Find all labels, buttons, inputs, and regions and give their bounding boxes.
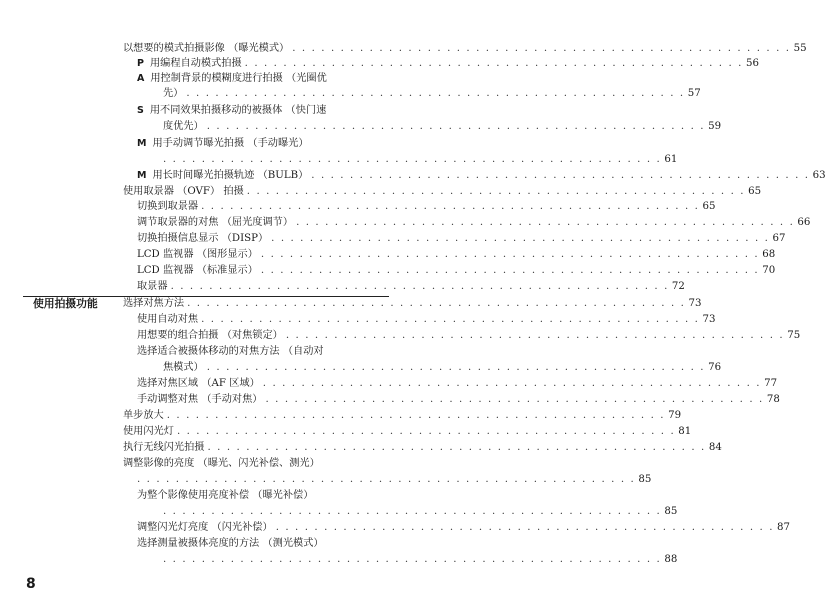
toc-leader-dots: . . . . . . . . . . . . . . . . . . . . . . . . . . . . . . . . . . . . . . . . . . . . . . . . . . . . bbox=[292, 43, 791, 54]
toc-leader-dots: . . . . . . . . . . . . . . . . . . . . . . . . . . . . . . . . . . . . . . . . . . . . . . . . . . . . bbox=[201, 314, 700, 325]
toc-entry[interactable] bbox=[137, 232, 786, 246]
toc-entry-title-cont: 先） bbox=[163, 88, 184, 99]
toc-leader-dots: . . . . . . . . . . . . . . . . . . . . . . . . . . . . . . . . . . . . . . . . . . . . . . . . . . . . bbox=[163, 154, 662, 165]
toc-leader-dots: . . . . . . . . . . . . . . . . . . . . . . . . . . . . . . . . . . . . . . . . . . . . . . . . . . . . bbox=[311, 170, 810, 181]
toc-entry[interactable] bbox=[137, 280, 685, 294]
toc-entry-title: 使用闪光灯 bbox=[123, 426, 174, 437]
toc-leader-dots: . . . . . . . . . . . . . . . . . . . . . . . . . . . . . . . . . . . . . . . . . . . . . . . . . . . . bbox=[163, 554, 662, 565]
toc-entry-title: 为整个影像使用亮度补偿 （曝光补偿） bbox=[137, 490, 314, 501]
toc-entry-page: 66 bbox=[797, 217, 811, 228]
toc-entry-title: 取景器 bbox=[137, 281, 168, 292]
toc-entry-page: 56 bbox=[746, 58, 759, 69]
toc-entry[interactable] bbox=[137, 329, 801, 343]
toc-entry-page: 63 bbox=[812, 170, 826, 181]
toc-leader-dots: . . . . . . . . . . . . . . . . . . . . . . . . . . . . . . . . . . . . . . . . . . . . . . . . . . . . bbox=[265, 394, 764, 405]
toc-leader-dots: . . . . . . . . . . . . . . . . . . . . . . . . . . . . . . . . . . . . . . . . . . . . . . . . . . . . bbox=[260, 249, 760, 260]
toc-entry-title: 切换到取景器 bbox=[137, 201, 199, 212]
toc-entry-page: 84 bbox=[708, 442, 722, 453]
toc-leader-dots: . . . . . . . . . . . . . . . . . . . . . . . . . . . . . . . . . . . . . . . . . . . . . . . . . . . . bbox=[246, 186, 746, 197]
toc-entry[interactable] bbox=[123, 425, 692, 439]
toc-entry-page: 72 bbox=[671, 281, 685, 292]
toc-entry-page: 70 bbox=[762, 265, 776, 276]
toc-entry[interactable] bbox=[137, 521, 791, 535]
toc-entry-page: 57 bbox=[687, 88, 701, 99]
toc-entry-title: S 用不同效果拍摄移动的被摄体 （快门速 bbox=[137, 105, 327, 116]
toc-entry-page: 61 bbox=[664, 154, 678, 165]
toc-leader-dots: . . . . . . . . . . . . . . . . . . . . . . . . . . . . . . . . . . . . . . . . . . . . . . . . . . . . bbox=[137, 474, 636, 485]
toc-leader-dots: . . . . . . . . . . . . . . . . . . . . . . . . . . . . . . . . . . . . . . . . . . . . . . . . . . . . bbox=[207, 442, 706, 453]
toc-entry-page: 65 bbox=[748, 186, 762, 197]
toc-entry-page: 75 bbox=[787, 330, 801, 341]
toc-leader-dots: . . . . . . . . . . . . . . . . . . . . . . . . . . . . . . . . . . . . . . . . . . . . . . . . . . . . bbox=[285, 330, 785, 341]
toc-leader-dots: . . . . . . . . . . . . . . . . . . . . . . . . . . . . . . . . . . . . . . . . . . . . . . . . . . . . bbox=[296, 217, 795, 228]
toc-entry-page: 68 bbox=[762, 249, 776, 260]
toc-entry[interactable] bbox=[123, 185, 762, 199]
toc-entry-title: 选择适合被摄体移动的对焦方法 （自动对 bbox=[137, 346, 324, 357]
toc-entry-title: 使用取景器 （OVF） 拍摄 bbox=[123, 186, 244, 197]
toc-entry-page: 67 bbox=[772, 233, 786, 244]
toc-entry-page: 73 bbox=[702, 314, 716, 325]
toc-entry[interactable] bbox=[137, 377, 778, 391]
toc-leader-dots: . . . . . . . . . . . . . . . . . . . . . . . . . . . . . . . . . . . . . . . . . . . . . . . . . . . . bbox=[186, 88, 685, 99]
toc-leader-dots: . . . . . . . . . . . . . . . . . . . . . . . . . . . . . . . . . . . . . . . . . . . . . . . . . . . . bbox=[271, 233, 770, 244]
mode-m-icon: M bbox=[137, 138, 147, 149]
toc-entry[interactable] bbox=[137, 264, 776, 278]
toc-entry-title: 用长时间曝光拍摄轨迹 （BULB） bbox=[152, 170, 309, 181]
mode-bulb-icon: M bbox=[137, 170, 147, 181]
toc-entry-title: 调整闪光灯亮度 （闪光补偿） bbox=[137, 522, 273, 533]
toc-leader-dots: . . . . . . . . . . . . . . . . . . . . . . . . . . . . . . . . . . . . . . . . . . . . . . . . . . . . bbox=[275, 522, 775, 533]
toc-entry-title: 选择对焦方法 bbox=[123, 298, 185, 309]
toc-entry[interactable] bbox=[137, 216, 811, 230]
toc-leader-dots: . . . . . . . . . . . . . . . . . . . . . . . . . . . . . . . . . . . . . . . . . . . . . . . . . . . . bbox=[176, 426, 676, 437]
toc-leader-dots: . . . . . . . . . . . . . . . . . . . . . . . . . . . . . . . . . . . . . . . . . . . . . . . . . . . . bbox=[206, 121, 706, 132]
toc-entry-title: 使用自动对焦 bbox=[137, 314, 199, 325]
toc-leader-dots: . . . . . . . . . . . . . . . . . . . . . . . . . . . . . . . . . . . . . . . . . . . . . . . . . . . . bbox=[244, 58, 744, 69]
toc-entry[interactable] bbox=[137, 248, 776, 262]
toc-entry[interactable] bbox=[163, 553, 678, 567]
mode-p-icon: P bbox=[137, 58, 144, 69]
toc-entry-title: LCD 监视器 （图形显示） bbox=[137, 249, 258, 260]
toc-entry[interactable] bbox=[137, 473, 652, 487]
toc-entry-title: 调节取景器的对焦 （屈光度调节） bbox=[137, 217, 294, 228]
toc-entry[interactable] bbox=[123, 297, 702, 311]
toc-leader-dots: . . . . . . . . . . . . . . . . . . . . . . . . . . . . . . . . . . . . . . . . . . . . . . . . . . . . bbox=[187, 298, 686, 309]
toc-entry[interactable] bbox=[123, 441, 722, 455]
toc-leader-dots: . . . . . . . . . . . . . . . . . . . . . . . . . . . . . . . . . . . . . . . . . . . . . . . . . . . . bbox=[166, 410, 666, 421]
toc-entry-page: 78 bbox=[766, 394, 780, 405]
toc-leader-dots: . . . . . . . . . . . . . . . . . . . . . . . . . . . . . . . . . . . . . . . . . . . . . . . . . . . . bbox=[260, 265, 760, 276]
toc-leader-dots: . . . . . . . . . . . . . . . . . . . . . . . . . . . . . . . . . . . . . . . . . . . . . . . . . . . . bbox=[170, 281, 669, 292]
toc-entry-title: 用想要的组合拍摄 （对焦锁定） bbox=[137, 330, 283, 341]
toc-leader-dots: . . . . . . . . . . . . . . . . . . . . . . . . . . . . . . . . . . . . . . . . . . . . . . . . . . . . bbox=[201, 201, 700, 212]
toc-entry-title: 调整影像的亮度 （曝光、闪光补偿、测光） bbox=[123, 458, 320, 469]
toc-entry[interactable] bbox=[137, 313, 716, 327]
toc-entry-page: 87 bbox=[777, 522, 791, 533]
toc-entry[interactable] bbox=[163, 120, 722, 134]
toc-entry[interactable] bbox=[163, 361, 722, 375]
toc-entry-title: 用编程自动模式拍摄 bbox=[149, 58, 242, 69]
toc-entry-title: 单步放大 bbox=[123, 410, 164, 421]
mode-a-icon: A bbox=[137, 73, 145, 84]
page-number: 8 bbox=[26, 576, 36, 592]
toc-entry-page: 85 bbox=[638, 474, 652, 485]
toc-entry[interactable] bbox=[137, 393, 780, 407]
toc-entry[interactable] bbox=[163, 505, 678, 519]
toc-entry-title: M 用手动调节曝光拍摄 （手动曝光） bbox=[137, 138, 309, 149]
toc-entry[interactable] bbox=[163, 153, 678, 167]
mode-s-icon: S bbox=[137, 105, 144, 116]
toc-entry[interactable] bbox=[123, 42, 807, 56]
toc-entry-title-cont: 度优先） bbox=[163, 121, 204, 132]
toc-entry-page: 77 bbox=[764, 378, 778, 389]
toc-entry[interactable] bbox=[137, 200, 716, 214]
toc-entry[interactable] bbox=[137, 57, 759, 71]
toc-entry-page: 85 bbox=[664, 506, 678, 517]
toc-entry-title: 选择测量被摄体亮度的方法 （测光模式） bbox=[137, 538, 324, 549]
toc-entry[interactable] bbox=[137, 169, 826, 183]
toc-entry-title: 以想要的模式拍摄影像 （曝光模式） bbox=[123, 43, 290, 54]
toc-entry-title: 选择对焦区域 （AF 区域） bbox=[137, 378, 260, 389]
toc-entry-page: 88 bbox=[664, 554, 678, 565]
toc-entry-page: 65 bbox=[702, 201, 716, 212]
toc-leader-dots: . . . . . . . . . . . . . . . . . . . . . . . . . . . . . . . . . . . . . . . . . . . . . . . . . . . . bbox=[163, 506, 662, 517]
toc-entry-title: A 用控制背景的模糊度进行拍摄 （光圈优 bbox=[137, 73, 327, 84]
toc-entry-page: 73 bbox=[688, 298, 702, 309]
toc-entry-page: 76 bbox=[708, 362, 722, 373]
toc-entry-title: LCD 监视器 （标准显示） bbox=[137, 265, 258, 276]
toc-leader-dots: . . . . . . . . . . . . . . . . . . . . . . . . . . . . . . . . . . . . . . . . . . . . . . . . . . . . bbox=[206, 362, 706, 373]
toc-entry[interactable] bbox=[163, 87, 701, 101]
toc-entry-title: 切换拍摄信息显示 （DISP） bbox=[137, 233, 269, 244]
toc-entry-page: 81 bbox=[678, 426, 692, 437]
toc-entry-page: 79 bbox=[668, 410, 682, 421]
toc-entry-page: 59 bbox=[708, 121, 722, 132]
toc-entry-title: 手动调整对焦 （手动对焦） bbox=[137, 394, 263, 405]
toc-entry-title-cont: 焦模式） bbox=[163, 362, 204, 373]
section-heading: 使用拍摄功能 bbox=[33, 297, 98, 310]
toc-entry[interactable] bbox=[123, 409, 682, 423]
toc-entry-title: 执行无线闪光拍摄 bbox=[123, 442, 205, 453]
toc-leader-dots: . . . . . . . . . . . . . . . . . . . . . . . . . . . . . . . . . . . . . . . . . . . . . . . . . . . . bbox=[262, 378, 762, 389]
toc-entry-page: 55 bbox=[793, 43, 807, 54]
